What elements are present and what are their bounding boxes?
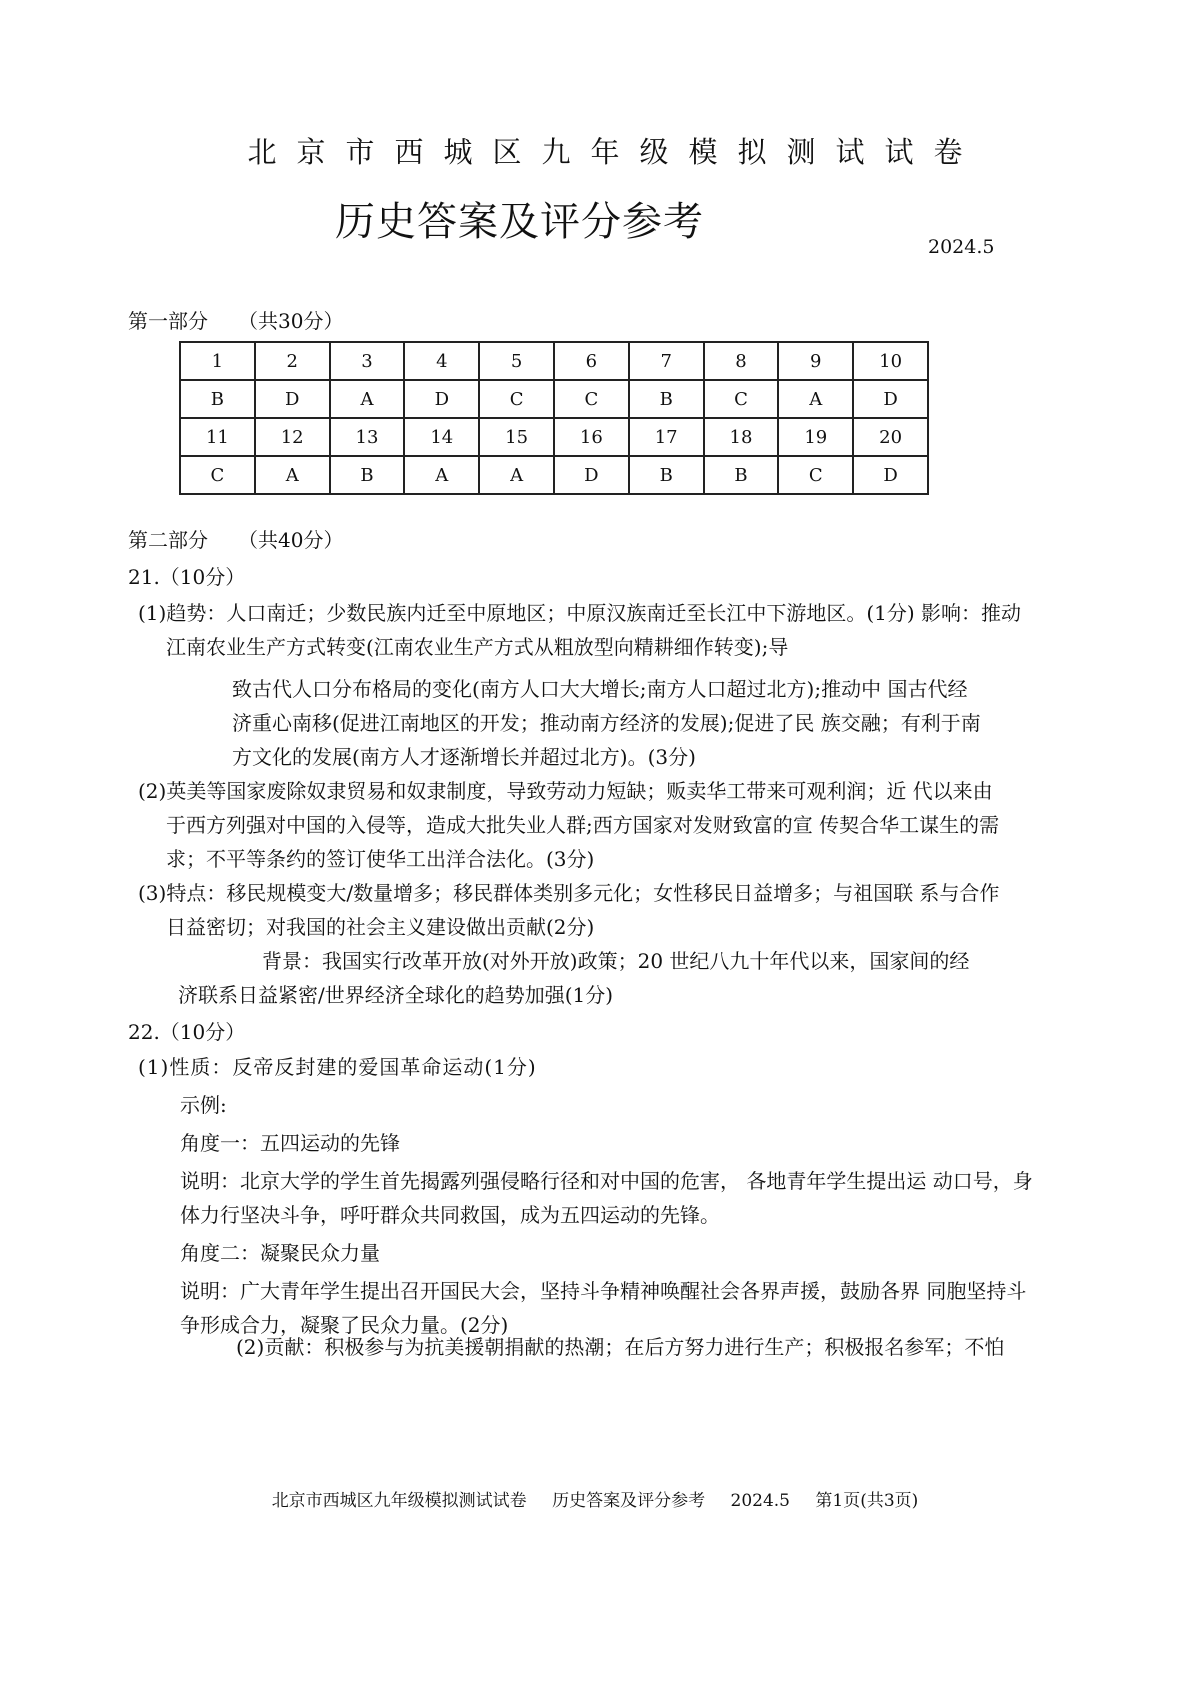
q22-answer-2 — [236, 1330, 1004, 1364]
text-line: 济重心南移(促进江南地区的开发；推动南方经济的发展);促进了民 族交融；有利于南 — [232, 711, 981, 735]
document-date: 2024.5 — [928, 236, 995, 258]
table-cell: 2 — [255, 342, 330, 380]
q21-label: 21.（10分） — [128, 565, 246, 589]
table-cell: C — [554, 380, 629, 418]
table-row — [180, 342, 928, 380]
table-cell: D — [255, 380, 330, 418]
table-cell: 8 — [704, 342, 779, 380]
table-cell: B — [704, 456, 779, 494]
table-cell: 10 — [853, 342, 928, 380]
table-row — [180, 380, 928, 418]
q21-answer-3 — [138, 876, 999, 944]
table-cell: 16 — [554, 418, 629, 456]
text-line: 说明：北京大学的学生首先揭露列强侵略行径和对中国的危害， 各地青年学生提出运 动口号，身 — [180, 1169, 1033, 1193]
part2-heading — [128, 524, 343, 553]
answer-key-table — [179, 341, 929, 495]
table-cell: 12 — [255, 418, 330, 456]
table-cell: B — [330, 456, 405, 494]
table-cell: 3 — [330, 342, 405, 380]
q21-answer-2 — [138, 774, 999, 876]
table-cell: D — [404, 380, 479, 418]
table-cell: A — [479, 456, 554, 494]
table-cell: D — [554, 456, 629, 494]
q21-answer-1 — [138, 596, 1021, 664]
text-line: 求；不平等条约的签订使华工出洋合法化。(3分) — [166, 847, 595, 871]
table-cell: B — [629, 456, 704, 494]
table-row — [180, 456, 928, 494]
table-cell: 19 — [778, 418, 853, 456]
text-line: (1)性质：反帝反封建的爱国革命运动(1分) — [138, 1055, 537, 1079]
table-cell: B — [180, 380, 255, 418]
table-cell: A — [404, 456, 479, 494]
text-line: (2)贡献：积极参与为抗美援朝捐献的热潮；在后方努力进行生产；积极报名参军；不怕 — [236, 1335, 1005, 1359]
table-cell: C — [778, 456, 853, 494]
table-cell: 1 — [180, 342, 255, 380]
page-footer — [0, 1486, 1190, 1511]
part1-title: 第一部分 — [128, 309, 208, 333]
text-line: 于西方列强对中国的入侵等，造成大批失业人群;西方国家对发财致富的宣 传契合华工谋生的需 — [166, 813, 1000, 837]
q22-label: 22.（10分） — [128, 1020, 246, 1044]
text-line: 方文化的发展(南方人才逐渐增长并超过北方)。(3分) — [232, 745, 696, 769]
table-cell: D — [853, 380, 928, 418]
part2-title: 第二部分 — [128, 528, 208, 552]
table-cell: A — [330, 380, 405, 418]
table-cell: B — [629, 380, 704, 418]
footer-exam: 北京市西城区九年级模拟测试试卷 — [271, 1491, 527, 1511]
text-line: 致古代人口分布格局的变化(南方人口大大增长;南方人口超过北方);推动中 国古代经 — [232, 677, 968, 701]
text-line: 争形成合力，凝聚了民众力量。(2分) — [180, 1313, 509, 1337]
part1-heading — [128, 305, 343, 334]
table-cell: 6 — [554, 342, 629, 380]
angle1-title: 角度一：五四运动的先锋 — [180, 1131, 400, 1155]
exam-title: 北京市西城区九年级模拟测试试卷 — [247, 135, 983, 169]
text-line: 说明：广大青年学生提出召开国民大会，坚持斗争精神唤醒社会各界声援，鼓励各界 同胞坚持斗 — [180, 1279, 1027, 1303]
table-cell: A — [255, 456, 330, 494]
text-line: (1)趋势：人口南迁；少数民族内迁至中原地区；中原汉族南迁至长江中下游地区。(1分) 影响：推动 — [138, 601, 1022, 625]
table-cell: C — [180, 456, 255, 494]
table-row — [180, 418, 928, 456]
table-cell: 18 — [704, 418, 779, 456]
table-cell: C — [479, 380, 554, 418]
page-title: 历史答案及评分参考 — [335, 199, 704, 245]
text-line: 背景：我国实行改革开放(对外开放)政策；20 世纪八九十年代以来，国家间的经 — [262, 949, 970, 973]
part1-score: （共30分） — [238, 309, 344, 333]
text-line: 体力行坚决斗争，呼吁群众共同救国，成为五四运动的先锋。 — [180, 1203, 720, 1227]
text-line: (3)特点：移民规模变大/数量增多；移民群体类别多元化；女性移民日益增多；与祖国联 系与合作 — [138, 881, 1000, 905]
q21-answer-1-cont — [232, 672, 981, 774]
table-cell: 20 — [853, 418, 928, 456]
text-line: 济联系日益紧密/世界经济全球化的趋势加强(1分) — [178, 983, 614, 1007]
q22-answer-1 — [138, 1050, 537, 1084]
text-line: (2)英美等国家废除奴隶贸易和奴隶制度，导致劳动力短缺；贩卖华工带来可观利润；近 代以来由 — [138, 779, 993, 803]
table-cell: 9 — [778, 342, 853, 380]
q21-answer-3-background — [166, 944, 969, 1012]
table-cell: D — [853, 456, 928, 494]
table-cell: 14 — [404, 418, 479, 456]
text-line: 江南农业生产方式转变(江南农业生产方式从粗放型向精耕细作转变);导 — [166, 635, 789, 659]
table-cell: 7 — [629, 342, 704, 380]
table-cell: 15 — [479, 418, 554, 456]
table-cell: A — [778, 380, 853, 418]
footer-date: 2024.5 — [730, 1491, 790, 1511]
example-label: 示例: — [180, 1093, 227, 1117]
text-line: 日益密切；对我国的社会主义建设做出贡献(2分) — [166, 915, 595, 939]
part2-score: （共40分） — [238, 528, 344, 552]
table-cell: 17 — [629, 418, 704, 456]
table-cell: 11 — [180, 418, 255, 456]
angle2-title: 角度二：凝聚民众力量 — [180, 1241, 380, 1265]
table-cell: 5 — [479, 342, 554, 380]
table-cell: C — [704, 380, 779, 418]
q22-example-block — [180, 1088, 1033, 1342]
table-cell: 4 — [404, 342, 479, 380]
footer-doc: 历史答案及评分参考 — [552, 1491, 706, 1511]
footer-page: 第1页(共3页) — [815, 1491, 919, 1511]
table-cell: 13 — [330, 418, 405, 456]
